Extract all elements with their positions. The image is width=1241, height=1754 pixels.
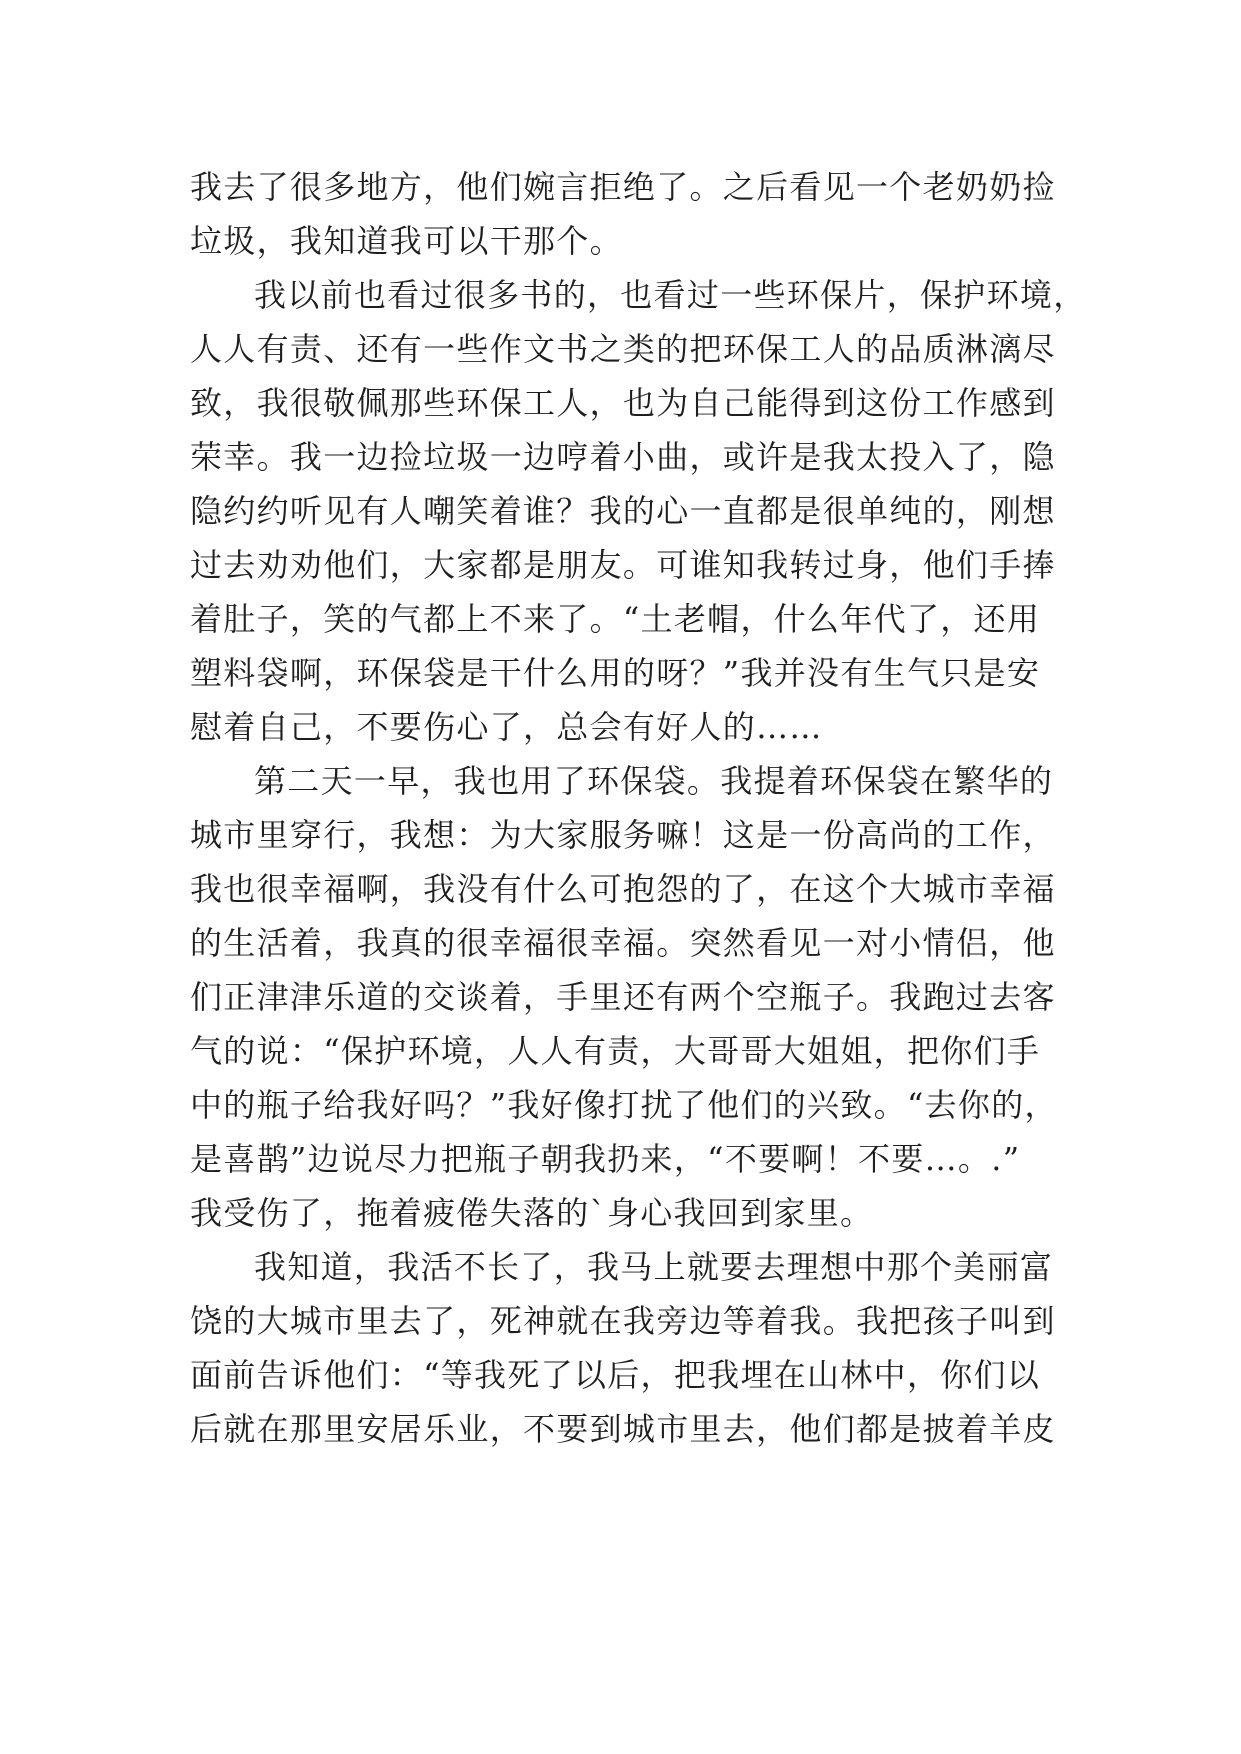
paragraph-first-line: 我以前也看过很多书的，也看过一些环保片，保护环境，	[254, 276, 1087, 314]
text-line: 是喜鹊”边说尽力把瓶子朝我扔来，“不要啊！不要…。.”	[190, 1140, 1021, 1178]
paragraph-first-line: 第二天一早，我也用了环保袋。我提着环保袋在繁华的	[254, 762, 1054, 800]
paragraph-first-line: 我知道，我活不长了，我马上就要去理想中那个美丽富	[254, 1248, 1054, 1286]
text-line: 荣幸。我一边捡垃圾一边哼着小曲，或许是我太投入了，隐	[190, 438, 1056, 476]
text-line: 人人有责、还有一些作文书之类的把环保工人的品质淋漓尽	[190, 330, 1056, 368]
text-line: 的生活着，我真的很幸福很幸福。突然看见一对小情侣，他	[190, 924, 1056, 962]
text-line: 垃圾，我知道我可以干那个。	[190, 222, 623, 260]
text-line: 面前告诉他们：“等我死了以后，把我埋在山林中，你们以	[190, 1356, 1041, 1394]
text-line: 饶的大城市里去了，死神就在我旁边等着我。我把孩子叫到	[190, 1302, 1056, 1340]
text-line: 隐约约听见有人嘲笑着谁？我的心一直都是很单纯的，刚想	[190, 492, 1056, 530]
text-line: 后就在那里安居乐业，不要到城市里去，他们都是披着羊皮	[190, 1410, 1056, 1448]
document-body	[190, 160, 1087, 1456]
text-line: 致，我很敬佩那些环保工人，也为自己能得到这份工作感到	[190, 384, 1056, 422]
text-line: 我也很幸福啊，我没有什么可抱怨的了，在这个大城市幸福	[190, 870, 1056, 908]
text-line: 气的说：“保护环境，人人有责，大哥哥大姐姐，把你们手	[190, 1032, 1041, 1070]
text-line: 中的瓶子给我好吗？”我好像打扰了他们的兴致。“去你的，	[190, 1086, 1058, 1124]
text-line: 城市里穿行，我想：为大家服务嘛！这是一份高尚的工作，	[190, 816, 1056, 854]
text-line: 过去劝劝他们，大家都是朋友。可谁知我转过身，他们手捧	[190, 546, 1056, 584]
text-line: 我受伤了，拖着疲倦失落的`身心我回到家里。	[190, 1194, 874, 1232]
text-line: 着肚子，笑的气都上不来了。“土老帽，什么年代了，还用	[190, 600, 1041, 638]
text-line: 我去了很多地方，他们婉言拒绝了。之后看见一个老奶奶捡	[190, 168, 1056, 206]
text-line: 慰着自己，不要伤心了，总会有好人的……	[190, 708, 823, 746]
text-line: 们正津津乐道的交谈着，手里还有两个空瓶子。我跑过去客	[190, 978, 1056, 1016]
text-line: 塑料袋啊，环保袋是干什么用的呀？”我并没有生气只是安	[190, 654, 1041, 692]
